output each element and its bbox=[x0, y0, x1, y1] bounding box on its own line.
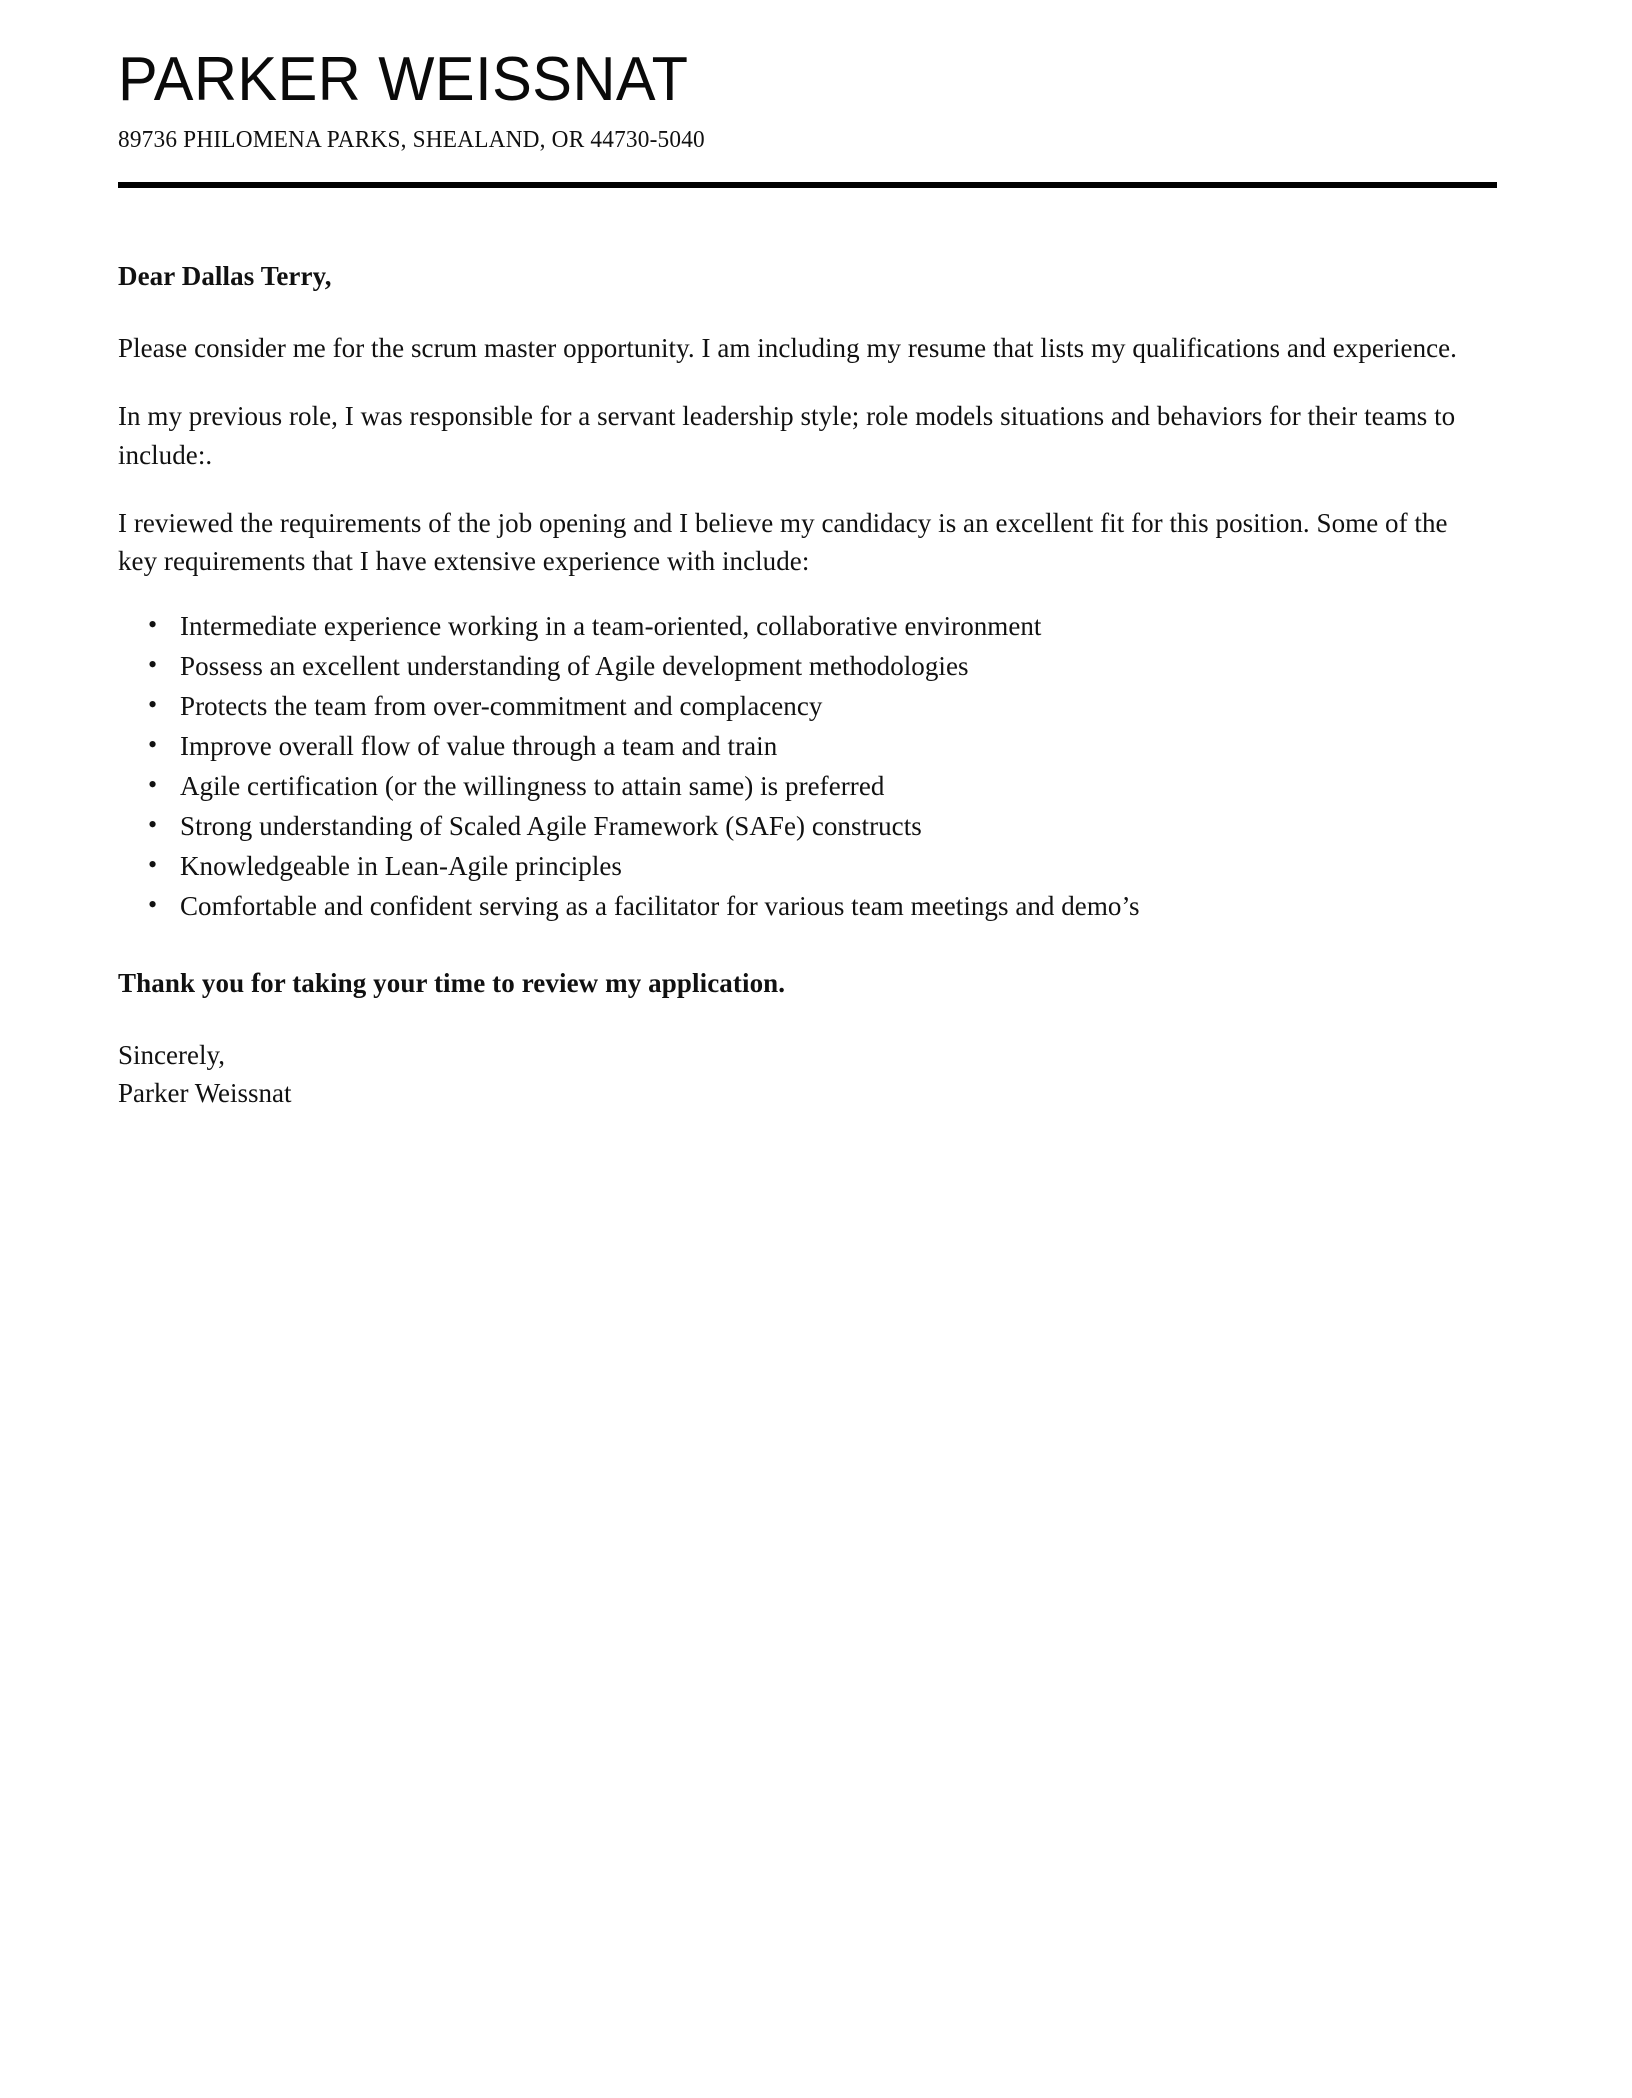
list-item: • Agile certification (or the willingness to attain same) is preferred bbox=[118, 771, 1498, 811]
letterhead bbox=[118, 0, 1498, 188]
list-item: • Improve overall flow of value through a team and train bbox=[118, 731, 1498, 771]
body-paragraph-3: I reviewed the requirements of the job opening and I believe my candidacy is an excellent fit for this position. Some of the key requirements that I have extensive experience with include: bbox=[118, 507, 1448, 577]
signature-name: Parker Weissnat bbox=[118, 1078, 292, 1109]
body-paragraph-1: Please consider me for the scrum master opportunity. I am including my resume that lists my qualifications and experience. bbox=[118, 332, 1457, 363]
list-item: • Knowledgeable in Lean-Agile principles bbox=[118, 851, 1498, 891]
qualifications-list bbox=[118, 611, 1498, 932]
page-title: PARKER WEISSNAT bbox=[118, 45, 689, 114]
letter-content-column bbox=[118, 0, 1498, 1112]
list-item: • Intermediate experience working in a team-oriented, collaborative environment bbox=[118, 611, 1498, 651]
candidate-address: 89736 PHILOMENA PARKS, SHEALAND, OR 44730-5040 bbox=[118, 127, 705, 154]
signoff-line: Sincerely, bbox=[118, 1039, 225, 1070]
letter-body bbox=[118, 258, 1498, 1112]
body-paragraph-2: In my previous role, I was responsible for a servant leadership style; role models situations and behaviors for their teams to include:. bbox=[118, 401, 1456, 470]
salutation: Dear Dallas Terry, bbox=[118, 261, 332, 292]
list-item: • Protects the team from over-commitment and complacency bbox=[118, 691, 1498, 731]
signature-block bbox=[118, 1036, 1498, 1113]
closing-statement: Thank you for taking your time to review my application. bbox=[118, 968, 786, 999]
header-divider bbox=[118, 182, 1497, 188]
list-item: • Possess an excellent understanding of Agile development methodologies bbox=[118, 651, 1498, 691]
list-item: • Strong understanding of Scaled Agile Framework (SAFe) constructs bbox=[118, 811, 1498, 851]
list-item: • Comfortable and confident serving as a facilitator for various team meetings and demo’s bbox=[118, 891, 1498, 931]
